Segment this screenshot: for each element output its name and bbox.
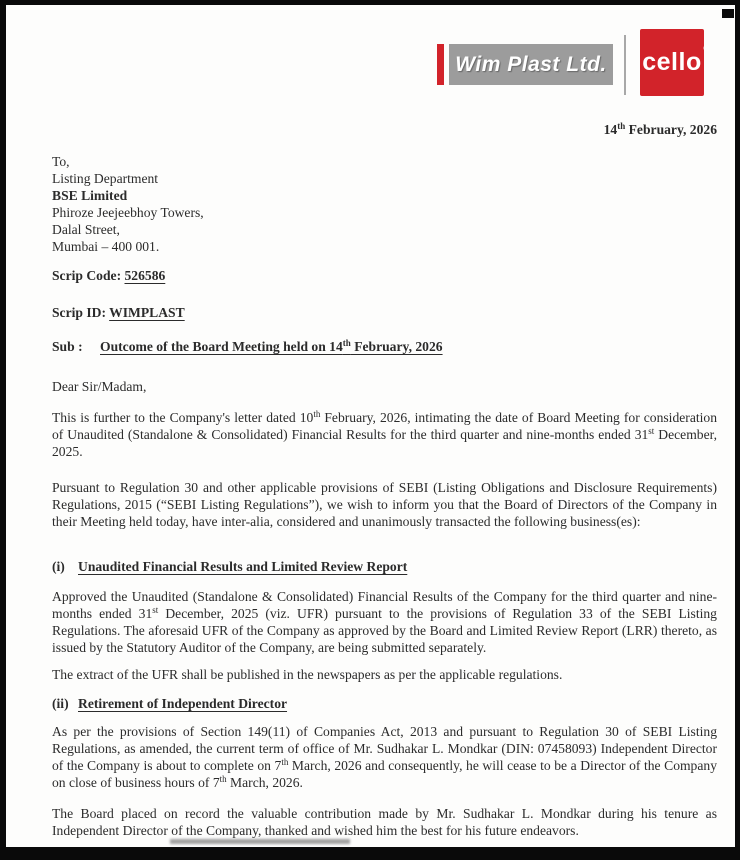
cello-logo	[640, 29, 710, 96]
cello-logo-text: cello ®	[642, 44, 710, 76]
scan-border-speck	[722, 9, 734, 18]
scrip-code-value: 526586	[124, 268, 166, 283]
paragraph-director-term: As per the provisions of Section 149(11) of Companies Act, 2013 and pursuant to Regulation 30 of SEBI Listing Regulations, as amended, the current term of office of Mr. Sudhakar L. Mondkar (DIN: 07458093) Independent Director of the Company is about to complete on 7th March, 2026 and consequently, he will cease to be a Director of the Company on close of business hours of 7th March, 2026.	[52, 724, 717, 790]
wimplast-logo	[449, 44, 613, 85]
recipient-line: To,	[52, 154, 70, 169]
recipient-line: BSE Limited	[52, 188, 128, 203]
letterhead-red-accent-bar	[437, 44, 444, 85]
scrip-id-value: WIMPLAST	[109, 305, 185, 320]
paragraph-intimation: This is further to the Company's letter dated 10th February, 2026, intimating the date of Board Meeting for consideration of Unaudited (Standalone & Consolidated) Financial Results for the third quarter and nine-months ended 31st December, 2025.	[52, 409, 717, 459]
section-heading-retirement	[52, 695, 717, 712]
section-number: (i)	[52, 559, 65, 574]
recipient-address	[52, 153, 717, 255]
recipient-line: Listing Department	[52, 171, 159, 186]
subject-line	[52, 338, 717, 355]
paragraph-newspaper-extract: The extract of the UFR shall be published in the newspapers as per the applicable regulations.	[52, 667, 563, 682]
letter-page	[6, 5, 735, 847]
recipient-line: Phiroze Jeejeebhoy Towers,	[52, 205, 204, 220]
subject-text: Outcome of the Board Meeting held on 14th February, 2026	[100, 338, 443, 354]
subject-label: Sub :	[52, 339, 83, 354]
paragraph-board-record: The Board placed on record the valuable contribution made by Mr. Sudhakar L. Mondkar during his tenure as Independent Director of the Company, thanked and wished him the best for his future endeavors.	[52, 806, 717, 838]
letter-date: 14th February, 2026	[603, 121, 717, 137]
paragraph-regulation30: Pursuant to Regulation 30 and other applicable provisions of SEBI (Listing Obligations and Disclosure Requirements) Regulations, 2015 (“SEBI Listing Regulations”), we wish to inform you that the Board of Directors of the Company in their Meeting held today, have inter-alia, considered and unanimously transacted the following business(es):	[52, 480, 717, 529]
section-heading-ufr	[52, 558, 717, 575]
logo-divider	[624, 35, 626, 95]
section-title: Unaudited Financial Results and Limited Review Report	[78, 559, 408, 574]
section-title: Retirement of Independent Director	[78, 696, 288, 711]
scan-cutoff-artifact	[170, 839, 350, 844]
paragraph-approved-results: Approved the Unaudited (Standalone & Consolidated) Financial Results of the Company for the third quarter and nine-months ended 31st December, 2025 (viz. UFR) pursuant to the provisions of Regulation 33 of the SEBI Listing Regulations. The aforesaid UFR of the Company as approved by the Board and Limited Review Report (LRR) thereto, as issued by the Statutory Auditor of the Company, are being submitted separately.	[52, 589, 717, 655]
salutation: Dear Sir/Madam,	[52, 379, 147, 394]
scrip-code-line: Scrip Code: 526586	[52, 268, 166, 283]
recipient-line: Mumbai – 400 001.	[52, 239, 160, 254]
section-number: (ii)	[52, 696, 69, 711]
recipient-line: Dalal Street,	[52, 222, 120, 237]
scrip-id-line: Scrip ID: WIMPLAST	[52, 305, 185, 320]
registered-trademark-icon: ®	[703, 44, 710, 53]
wimplast-logo-text: Wim Plast Ltd.	[455, 52, 607, 76]
